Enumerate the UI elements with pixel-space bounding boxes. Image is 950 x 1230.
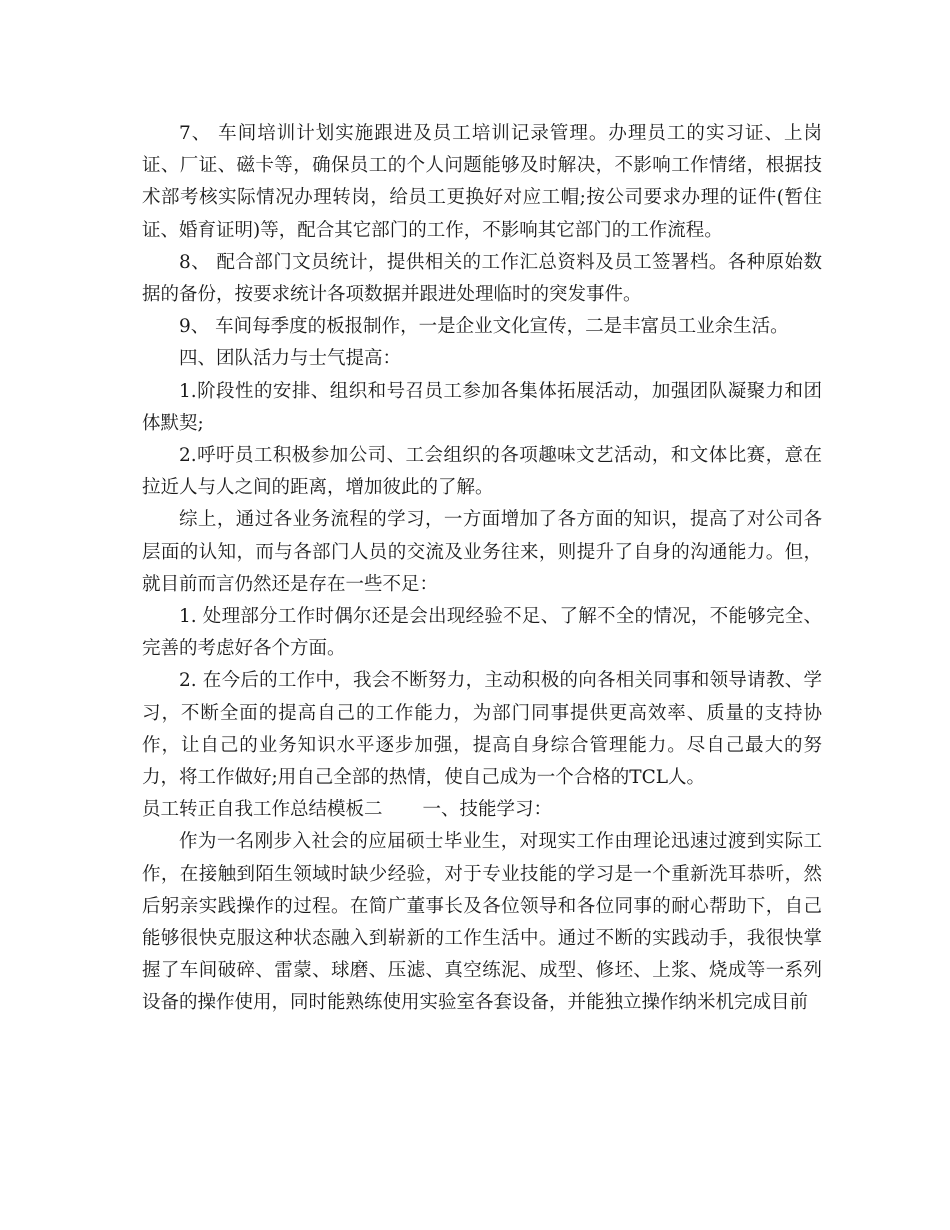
- paragraph-team-2: 2.呼吁员工积极参加公司、工会组织的各项趣味文艺活动，和文体比赛，意在拉近人与人之间的距离，增加彼此的了解。: [142, 445, 822, 499]
- paragraph-shortcoming-1: 1. 处理部分工作时偶尔还是会出现经验不足、了解不全的情况，不能够完全、完善的考虑好各个方面。: [142, 606, 822, 660]
- paragraph-item-8: 8、 配合部门文员统计，提供相关的工作汇总资料及员工签署档。各种原始数据的备份，按要求统计各项数据并跟进处理临时的突发事件。: [142, 251, 822, 306]
- document-body: [142, 118, 822, 1020]
- paragraph-team-1: 1.阶段性的安排、组织和号召员工参加各集体拓展活动，加强团队凝聚力和团体默契;: [142, 380, 822, 434]
- section-title: 员工转正自我工作总结模板二: [142, 799, 383, 821]
- paragraph-item-7: 7、 车间培训计划实施跟进及员工培训记录管理。办理员工的实习证、上岗证、厂证、磁卡等，确保员工的个人问题能够及时解决，不影响工作情绪，根据技术部考核实际情况办理转岗，给员工更换好对应工帽;按公司要求办理的证件(暂住证、婚育证明)等，配合其它部门的工作，不影响其它部门的工作流程。: [142, 123, 822, 241]
- paragraph-shortcoming-2: 2. 在今后的工作中，我会不断努力，主动积极的向各相关同事和领导请教、学习，不断全面的提高自己的工作能力，为部门同事提供更高效率、质量的支持协作，让自己的业务知识水平逐步加强，提高自身综合管理能力。尽自己最大的努力，将工作做好;用自己全部的热情，使自己成为一个合格的TCL人。: [142, 670, 822, 789]
- paragraph-summary: 综上，通过各业务流程的学习，一方面增加了各方面的知识，提高了对公司各层面的认知，而与各部门人员的交流及业务往来，则提升了自身的沟通能力。但，就目前而言仍然还是存在一些不足：: [142, 509, 822, 595]
- paragraph-skill-learning: 作为一名刚步入社会的应届硕士毕业生，对现实工作由理论迅速过渡到实际工作，在接触到陌生领域时缺少经验，对于专业技能的学习是一个重新洗耳恭听，然后躬亲实践操作的过程。在简广董事长及各位领导和各位同事的耐心帮助下，自己能够很快克服这种状态融入到崭新的工作生活中。通过不断的实践动手，我很快掌握了车间破碎、雷蒙、球磨、压滤、真空练泥、成型、修坯、上浆、烧成等一系列设备的操作使用，同时能熟练使用实验室各套设备，并能独立操作纳米机完成目前: [142, 831, 822, 1014]
- paragraph-item-9: 9、 车间每季度的板报制作，一是企业文化宣传，二是丰富员工业余生活。: [179, 316, 789, 338]
- section-subtitle: 一、技能学习：: [422, 799, 553, 821]
- section-title-line: [142, 794, 822, 826]
- section-heading-team: 四、团队活力与士气提高：: [179, 348, 402, 370]
